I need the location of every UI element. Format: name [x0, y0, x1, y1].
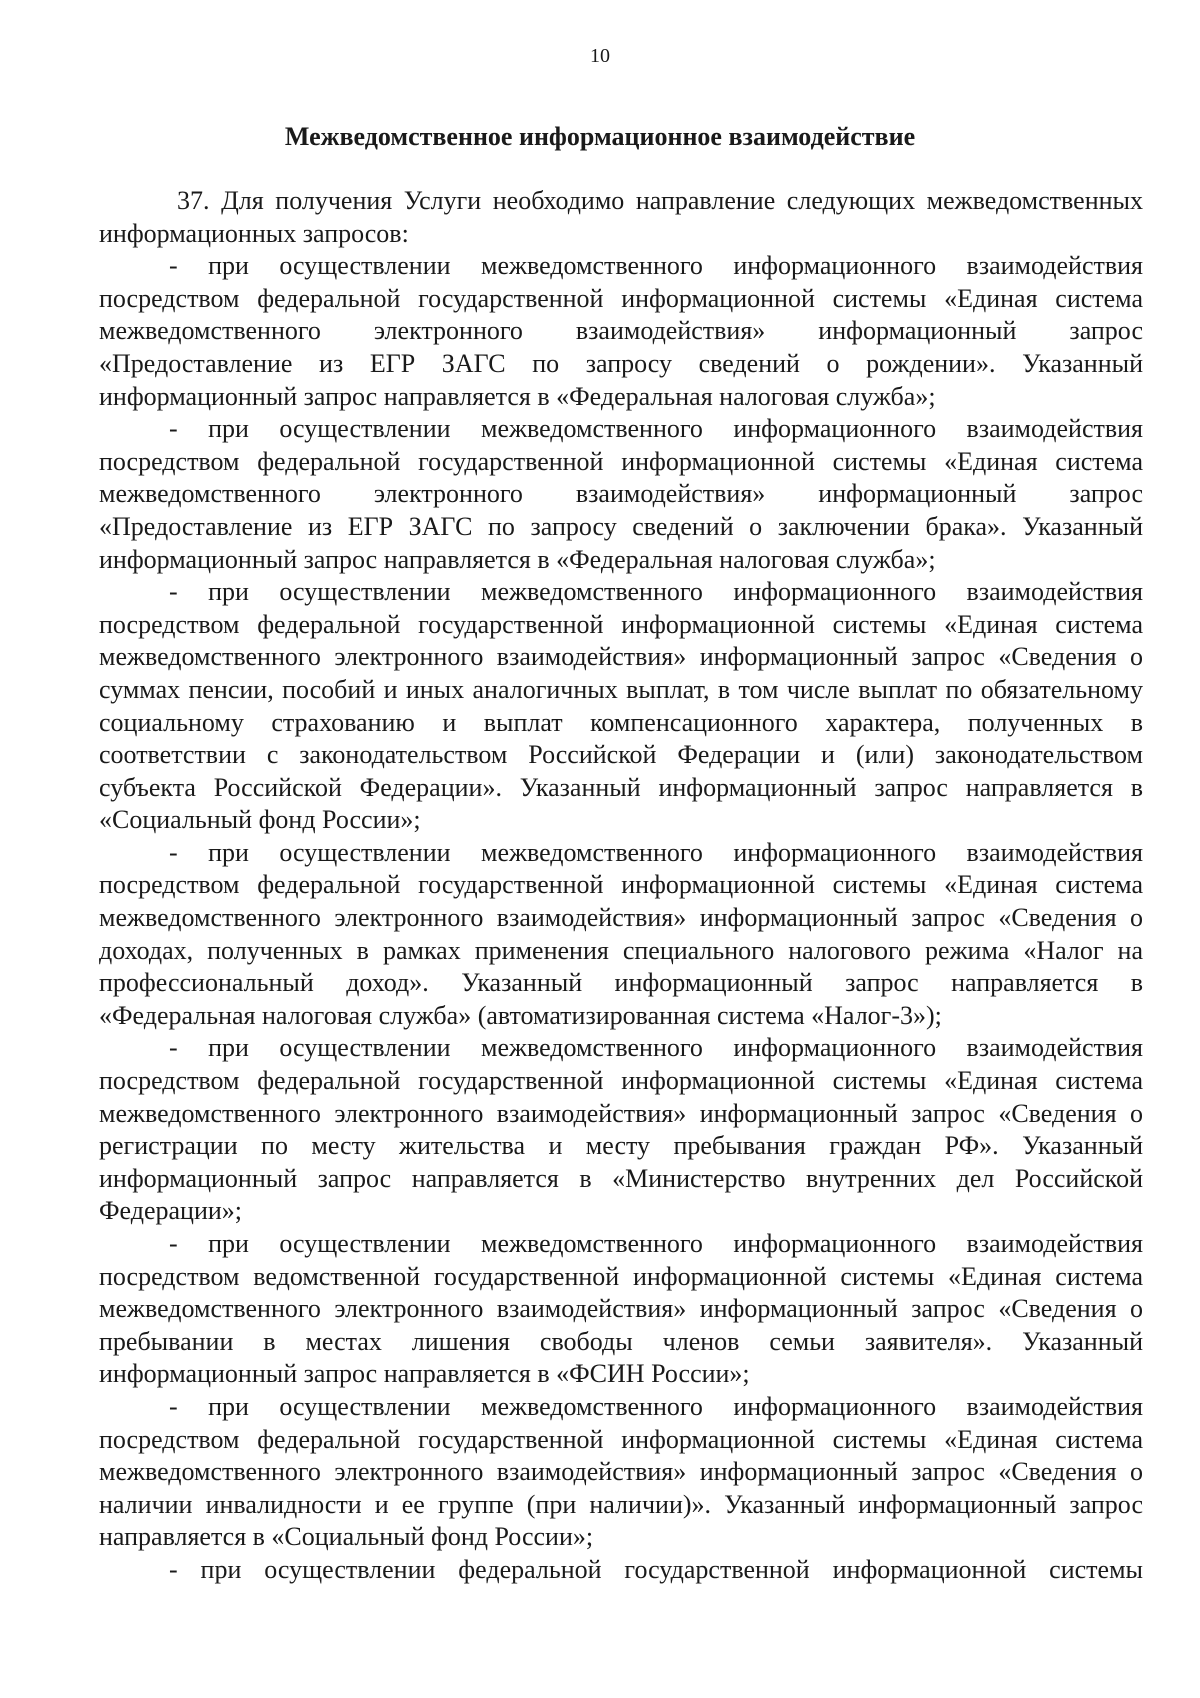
document-body [99, 185, 1143, 1587]
request-item-birth-records: - при осуществлении межведомственного информационного взаимодействия посредством федеральной государственной информационной системы «Единая система межведомственного электронного взаимодействия» информационный запрос «Предоставление из ЕГР ЗАГС по запросу сведений о рождении». Указанный информационный запрос направляется в «Федеральная налоговая служба»; [99, 251, 1143, 411]
request-item-marriage-records: - при осуществлении межведомственного информационного взаимодействия посредством федеральной государственной информационной системы «Единая система межведомственного электронного взаимодействия» информационный запрос «Предоставление из ЕГР ЗАГС по запросу сведений о заключении брака». Указанный информационный запрос направляется в «Федеральная налоговая служба»; [99, 414, 1143, 574]
request-item-professional-income: - при осуществлении межведомственного информационного взаимодействия посредством федеральной государственной информационной системы «Единая система межведомственного электронного взаимодействия» информационный запрос «Сведения о доходах, полученных в рамках применения специального налогового режима «Налог на профессиональный доход». Указанный информационный запрос направляется в «Федеральная налоговая служба» (автоматизированная система «Налог-3»); [99, 837, 1143, 1030]
page-number: 10 [590, 45, 610, 67]
request-item-registration: - при осуществлении межведомственного информационного взаимодействия посредством федеральной государственной информационной системы «Единая система межведомственного электронного взаимодействия» информационный запрос «Сведения о регистрации по месту жительства и месту пребывания граждан РФ». Указанный информационный запрос направляется в «Министерство внутренних дел Российской Федерации»; [99, 1033, 1143, 1226]
request-item-truncated: - при осуществлении федеральной государственной информационной системы [169, 1554, 1143, 1584]
request-item-detention-records: - при осуществлении межведомственного информационного взаимодействия посредством ведомственной государственной информационной системы «Единая система межведомственного электронного взаимодействия» информационный запрос «Сведения о пребывании в местах лишения свободы членов семьи заявителя». Указанный информационный запрос направляется в «ФСИН России»; [99, 1229, 1143, 1389]
section-heading: Межведомственное информационное взаимодействие [284, 122, 916, 151]
request-item-pension-payments: - при осуществлении межведомственного информационного взаимодействия посредством федеральной государственной информационной системы «Единая система межведомственного электронного взаимодействия» информационный запрос «Сведения о суммах пенсии, пособий и иных аналогичных выплат, в том числе выплат по обязательному социальному страхованию и выплат компенсационного характера, полученных в соответствии с законодательством Российской Федерации и (или) законодательством субъекта Российской Федерации». Указанный информационный запрос направляется в «Социальный фонд России»; [99, 577, 1143, 835]
paragraph-37-intro: 37. Для получения Услуги необходимо направление следующих межведомственных информационных запросов: [99, 186, 1143, 248]
request-item-disability: - при осуществлении межведомственного информационного взаимодействия посредством федеральной государственной информационной системы «Единая система межведомственного электронного взаимодействия» информационный запрос «Сведения о наличии инвалидности и ее группе (при наличии)». Указанный информационный запрос направляется в «Социальный фонд России»; [99, 1391, 1143, 1552]
